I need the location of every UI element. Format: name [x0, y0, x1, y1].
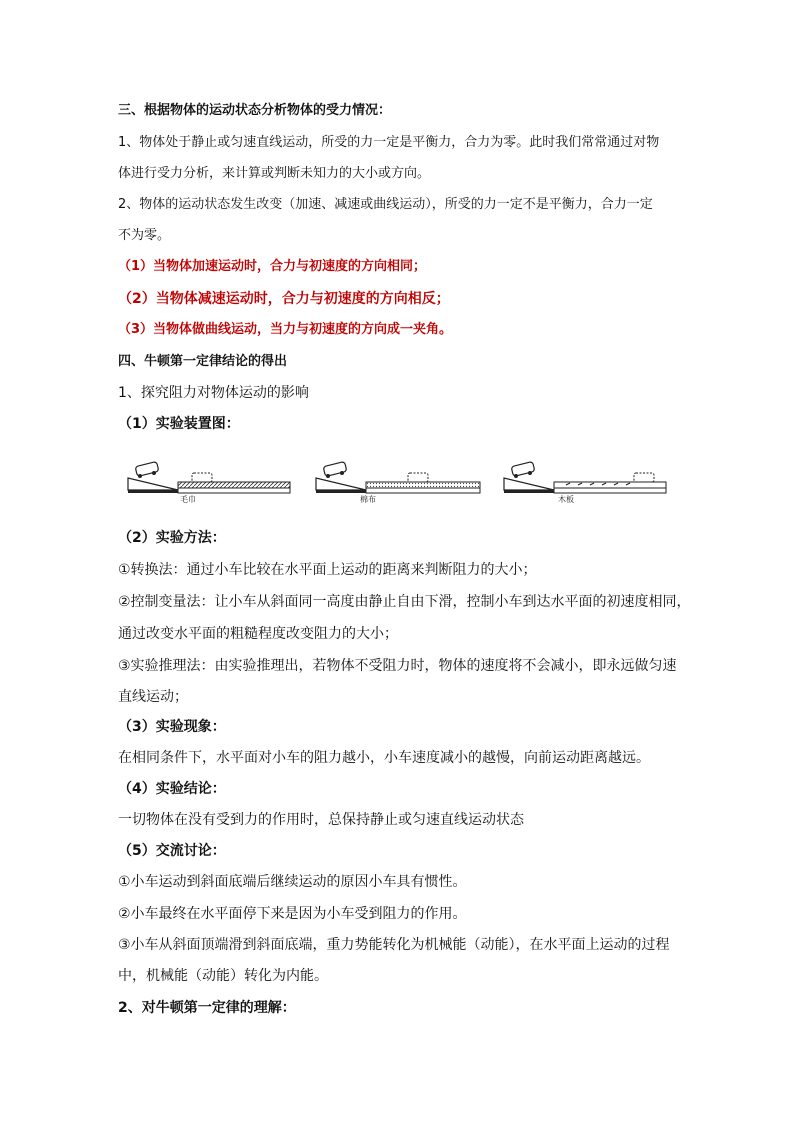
- section3-paragraph1-line1: 1、物体处于静止或匀速直线运动，所受的力一定是平衡力，合力为零。此时我们常常通过对物: [118, 135, 660, 150]
- method-heading: （2）实验方法：: [118, 530, 226, 546]
- surface-label-cotton: 棉布: [360, 495, 376, 504]
- discussion-heading: （5）交流讨论：: [118, 843, 226, 859]
- cart-stop-icon: [192, 473, 212, 482]
- method-reasoning-line1: ③实验推理法：由实验推理出，若物体不受阻力时，物体的速度将不会减小，即永远做匀速: [118, 658, 677, 674]
- ramp-towel: [128, 478, 178, 490]
- section3-heading: 三、根据物体的运动状态分析物体的受力情况：: [118, 103, 392, 118]
- setup-cotton: [316, 461, 480, 504]
- red-rule-curved-motion: （3）当物体做曲线运动，当力与初速度的方向成一夹角。: [118, 322, 453, 337]
- setup-wood: [504, 461, 666, 504]
- section4-sub2: 2、对牛顿第一定律的理解：: [118, 1000, 296, 1016]
- wood-surface: [554, 482, 666, 488]
- ramp-wood: [504, 478, 554, 490]
- conclusion-text: 一切物体在没有受到力的作用时，总保持静止或匀速直线运动状态: [118, 812, 524, 828]
- method-conversion: ①转换法：通过小车比较在水平面上运动的距离来判断阻力的大小；: [118, 562, 537, 578]
- cart-stop-icon: [634, 473, 654, 482]
- method-reasoning-line2: 直线运动；: [118, 689, 188, 705]
- section4-heading: 四、牛顿第一定律结论的得出: [118, 354, 288, 369]
- apparatus-heading: （1）实验装置图：: [118, 416, 240, 432]
- section4-sub1: 1、探究阻力对物体运动的影响: [118, 385, 309, 401]
- discussion-energy-line2: 中，机械能（动能）转化为内能。: [118, 968, 328, 984]
- discussion-inertia: ①小车运动到斜面底端后继续运动的原因小车具有惯性。: [118, 874, 467, 890]
- method-control-variables-line2: 通过改变水平面的粗糙程度改变阻力的大小；: [118, 626, 398, 642]
- red-rule-accelerating: （1）当物体加速运动时，合力与初速度的方向相同；: [118, 259, 427, 274]
- red-rule-decelerating: （2）当物体减速运动时，合力与初速度的方向相反；: [118, 291, 450, 307]
- discussion-resistance: ②小车最终在水平面停下来是因为小车受到阻力的作用。: [118, 906, 467, 922]
- section3-paragraph2-line1: 2、物体的运动状态发生改变（加速、减速或曲线运动），所受的力一定不是平衡力，合力一定: [118, 197, 653, 212]
- setup-towel: [128, 461, 290, 504]
- ramp-cotton: [316, 478, 366, 490]
- towel-surface: [178, 482, 290, 488]
- phenomenon-heading: （3）实验现象：: [118, 719, 226, 735]
- discussion-energy-line1: ③小车从斜面顶端滑到斜面底端，重力势能转化为机械能（动能），在水平面上运动的过程: [118, 937, 670, 953]
- method-control-variables-line1: ②控制变量法：让小车从斜面同一高度由静止自由下滑，控制小车到达水平面的初速度相同，: [118, 594, 691, 610]
- experiment-apparatus-diagram: [126, 458, 671, 504]
- section3-paragraph1-line2: 体进行受力分析，来计算或判断未知力的大小或方向。: [118, 166, 431, 181]
- conclusion-heading: （4）实验结论：: [118, 781, 226, 797]
- phenomenon-text: 在相同条件下，水平面对小车的阻力越小，小车速度减小的越慢，向前运动距离越远。: [118, 750, 650, 766]
- cart-stop-icon: [408, 473, 428, 482]
- cotton-surface: [366, 482, 480, 488]
- surface-label-wood: 木板: [558, 495, 574, 504]
- surface-label-towel: 毛巾: [180, 495, 196, 504]
- section3-paragraph2-line2: 不为零。: [118, 228, 171, 243]
